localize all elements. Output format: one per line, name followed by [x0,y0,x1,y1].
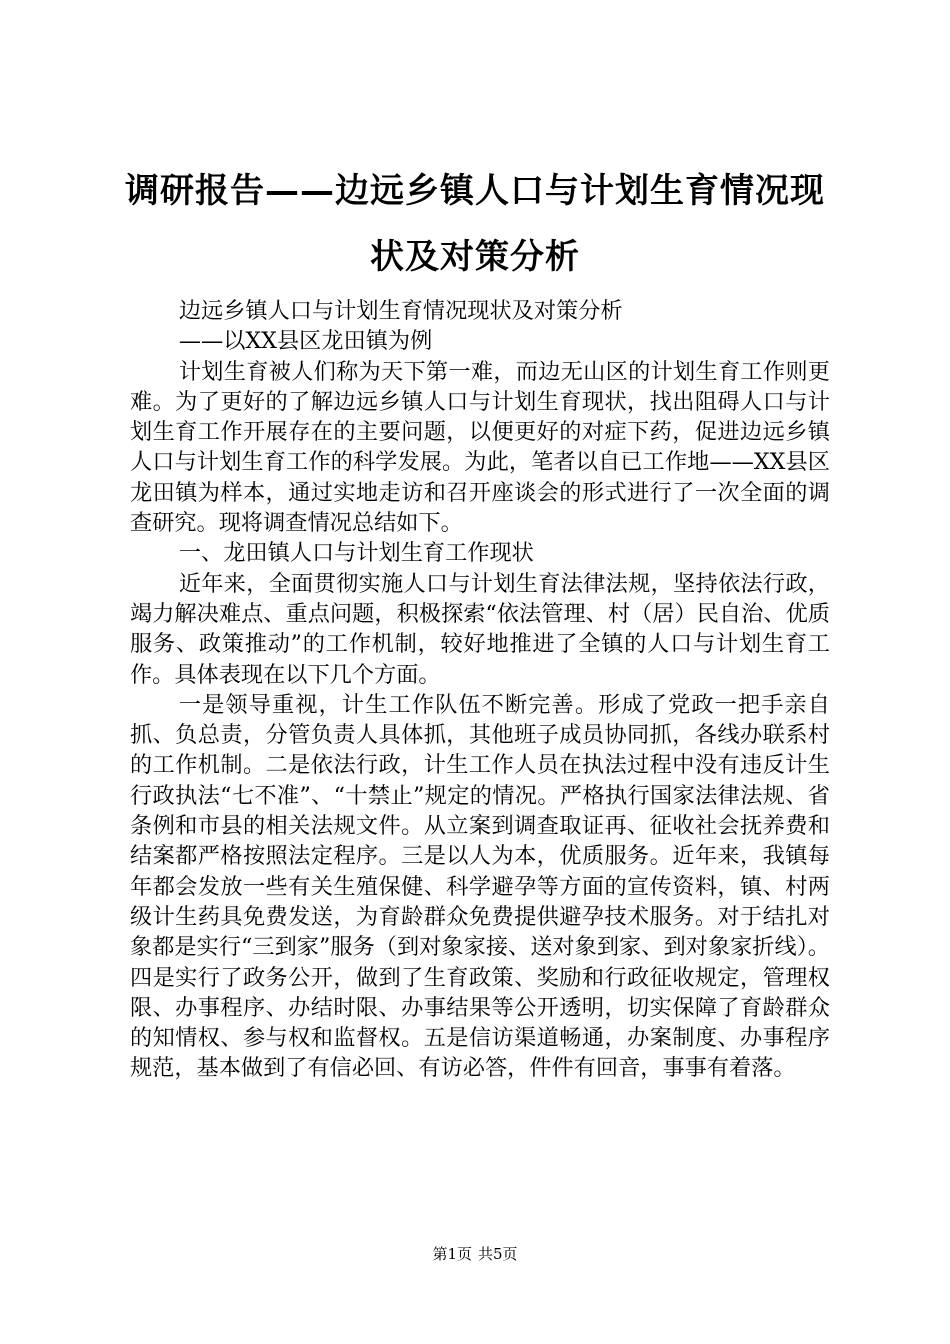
subtitle-example: ——以XX县区龙田镇为例 [178,328,433,355]
status-paragraph: 近年来，全面贯彻实施人口与计划生育法律法规，坚持依法行政，竭力解决难点、重点问题，积极探索“依法管理、村（居）民自治、优质服务、政策推动”的工作机制，较好地推进了全镇的人口与计划生育工作。具体表现在以下几个方面。 [130,570,830,688]
document-title: 调研报告——边远乡镇人口与计划生育情况现状及对策分析 [125,171,825,277]
details-paragraph: 一是领导重视，计生工作队伍不断完善。形成了党政一把手亲自抓、负总责，分管负责人具体抓，其他班子成员协同抓，各线办联系村的工作机制。二是依法行政，计生工作人员在执法过程中没有违反计生行政执法“七不准”、“十禁止”规定的情况。严格执行国家法律法规、省条例和市县的相关法规文件。从立案到调查取证再、征收社会抚养费和结案都严格按照法定程序。三是以人为本，优质服务。近年来，我镇每年都会发放一些有关生殖保健、科学避孕等方面的宣传资料，镇、村两级计生药具免费发送，为育龄群众免费提供避孕技术服务。对于结扎对象都是实行“三到家”服务（到对象家接、送对象到家、到对象家折线）。四是实行了政务公开，做到了生育政策、奖励和行政征收规定，管理权限、办事程序、办结时限、办事结果等公开透明，切实保障了育龄群众的知情权、参与权和监督权。五是信访渠道畅通，办案制度、办事程序规范，基本做到了有信必回、有访必答，件件有回音，事事有着落。 [130,691,830,1082]
section-heading: 一、龙田镇人口与计划生育工作现状 [178,540,534,567]
page-total: 共5页 [478,1245,518,1263]
subtitle: 边远乡镇人口与计划生育情况现状及对策分析 [178,298,623,324]
document-body [130,296,830,1084]
page-footer [0,1244,950,1264]
page-number: 第1页 [432,1245,472,1263]
intro-paragraph: 计划生育被人们称为天下第一难，而边无山区的计划生育工作则更难。为了更好的了解边远乡镇人口与计划生育现状，找出阻碍人口与计划生育工作开展存在的主要问题，以便更好的对症下药，促进边远乡镇人口与计划生育工作的科学发展。为此，笔者以自已工作地——XX县区龙田镇为样本，通过实地走访和召开座谈会的形式进行了一次全面的调查研究。现将调查情况总结如下。 [130,358,830,537]
